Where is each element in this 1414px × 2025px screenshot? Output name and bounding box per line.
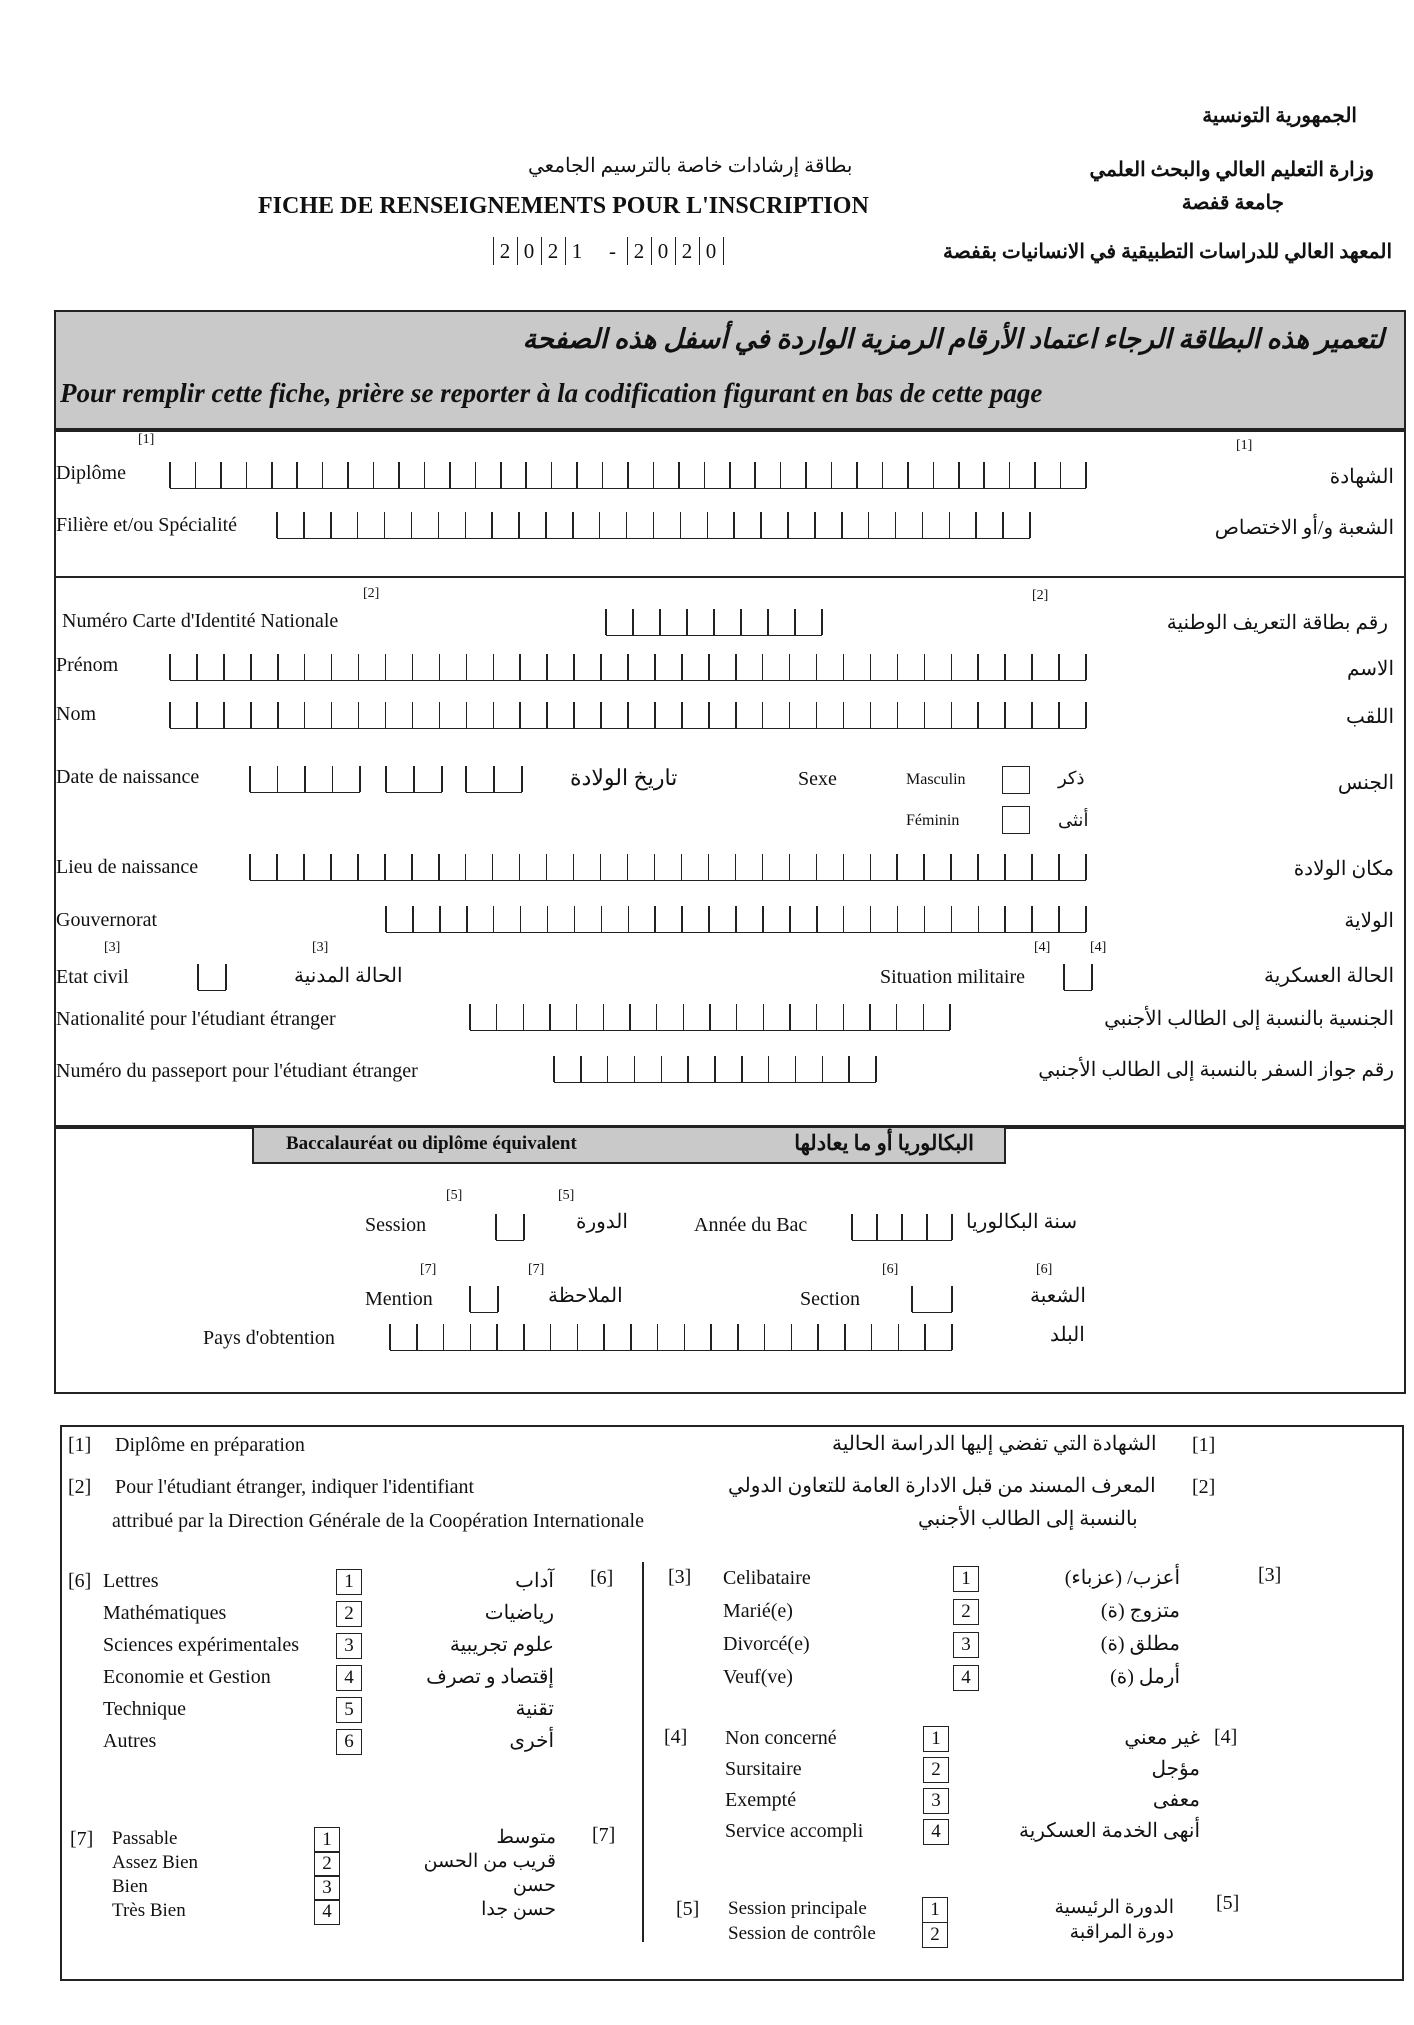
gouv-field[interactable] [386, 904, 1086, 933]
ref-marker: [5] [1216, 1892, 1240, 1914]
prenom-label-ar: الاسم [1346, 658, 1394, 680]
year-digit: 2 [493, 237, 516, 265]
ref-marker: [3] [668, 1566, 692, 1588]
academic-year [493, 237, 746, 267]
section-option-label-ar: آداب [515, 1570, 554, 1592]
lieu-label: Lieu de naissance [56, 856, 199, 878]
session-option-label: Session principale [728, 1898, 867, 1919]
section-option-label-ar: أخرى [509, 1730, 554, 1752]
session-option-code: 1 [922, 1897, 948, 1923]
filiere-label: Filière et/ou Spécialité [56, 514, 238, 536]
etat-civil-field[interactable] [198, 962, 226, 991]
cin-label: Numéro Carte d'Identité Nationale [62, 610, 339, 632]
ref-marker: [3] [104, 940, 121, 955]
section-option-label-ar: تقنية [515, 1698, 554, 1720]
civil-option-code: 4 [953, 1665, 979, 1691]
civil-option-label: Veuf(ve) [723, 1666, 793, 1688]
ref-marker: [2] [1032, 588, 1049, 603]
mention-option-label-ar: حسن [512, 1875, 556, 1896]
section-option-code: 6 [336, 1729, 362, 1755]
session-option-label-ar: الدورة الرئيسية [1054, 1897, 1174, 1918]
section-option-label-ar: علوم تجريبية [449, 1634, 554, 1656]
ref-marker: [7] [420, 1262, 437, 1277]
militaire-label-ar: الحالة العسكرية [1264, 965, 1394, 987]
section-option-code: 5 [336, 1697, 362, 1723]
prenom-field[interactable] [170, 652, 1086, 681]
section-option-label: Technique [103, 1698, 187, 1720]
ref-marker: [1] [1192, 1434, 1216, 1456]
bac-header-fr: Baccalauréat ou diplôme équivalent [286, 1133, 577, 1154]
section-option-code: 4 [336, 1665, 362, 1691]
sexe-label-ar: الجنس [1337, 772, 1394, 794]
mention-option-label: Passable [112, 1828, 178, 1849]
prenom-label: Prénom [56, 654, 119, 676]
session-option-label: Session de contrôle [728, 1923, 876, 1944]
passeport-label: Numéro du passeport pour l'étudiant étranger [56, 1060, 418, 1082]
session-label: Session [365, 1214, 427, 1236]
nationalite-field[interactable] [470, 1002, 950, 1031]
divider [54, 576, 1404, 578]
ref-marker: [7] [70, 1828, 94, 1850]
feminin-checkbox[interactable] [1002, 806, 1030, 834]
section-option-label: Lettres [103, 1570, 159, 1592]
institute-label: المعهد العالي للدراسات التطبيقية في الانسانيات بقفصة [943, 241, 1392, 263]
military-option-label: Non concerné [725, 1727, 837, 1749]
mention-option-code: 1 [314, 1827, 340, 1853]
mention-option-code: 2 [314, 1851, 340, 1877]
bac-section [54, 1125, 1406, 1394]
civil-option-label-ar: أعزب/ (عزباء) [1064, 1567, 1180, 1589]
diplome-field[interactable] [170, 460, 1086, 489]
section-option-label-ar: رياضيات [484, 1602, 554, 1624]
nom-label: Nom [56, 703, 96, 725]
year-digit: 0 [699, 237, 722, 265]
banner-ar: لتعمير هذه البطاقة الرجاء اعتماد الأرقام الرمزية الواردة في أسفل هذه الصفحة [522, 324, 1384, 354]
ref-marker: [1] [138, 432, 155, 447]
year-digit: 2 [541, 237, 564, 265]
year-separator: - [609, 239, 616, 263]
legend-2-fr-1: Pour l'étudiant étranger, indiquer l'identifiant [115, 1476, 475, 1498]
section-option-label: Economie et Gestion [103, 1666, 271, 1688]
section-option-label: Autres [103, 1730, 157, 1752]
annee-label-ar: سنة البكالوريا [966, 1211, 1078, 1233]
civil-option-code: 2 [953, 1599, 979, 1625]
mention-label: Mention [365, 1288, 433, 1310]
page-title: FICHE DE RENSEIGNEMENTS POUR L'INSCRIPTION [258, 193, 869, 219]
mention-label-ar: الملاحظة [548, 1285, 623, 1307]
section-field[interactable] [912, 1284, 952, 1313]
military-option-code: 2 [923, 1757, 949, 1783]
ref-marker: [2] [68, 1476, 92, 1498]
ref-marker: [3] [1258, 1564, 1282, 1586]
military-option-label: Sursitaire [725, 1758, 802, 1780]
section-option-label: Sciences expérimentales [103, 1634, 300, 1656]
ministry-label: وزارة التعليم العالي والبحث العلمي [1089, 159, 1374, 181]
mention-field[interactable] [470, 1284, 498, 1313]
civil-option-code: 1 [953, 1566, 979, 1592]
annee-field[interactable] [852, 1208, 952, 1241]
pays-field[interactable] [390, 1322, 952, 1351]
gouv-label-ar: الولاية [1344, 910, 1394, 932]
masculin-label: Masculin [906, 771, 966, 788]
mention-option-label: Bien [112, 1876, 148, 1897]
nom-label-ar: اللقب [1345, 706, 1394, 728]
military-option-code: 1 [923, 1726, 949, 1752]
gouv-label: Gouvernorat [56, 909, 158, 931]
diplome-label-ar: الشهادة [1329, 466, 1394, 488]
masculin-checkbox[interactable] [1002, 766, 1030, 794]
mention-option-code: 4 [314, 1899, 340, 1925]
mention-option-label: Très Bien [112, 1900, 186, 1921]
session-field[interactable] [496, 1208, 524, 1241]
ref-marker: [2] [363, 586, 380, 601]
legend-1-ar: الشهادة التي تفضي إليها الدراسة الحالية [832, 1433, 1157, 1455]
ref-marker: [6] [882, 1262, 899, 1277]
section-option-label-ar: إقتصاد و تصرف [426, 1666, 554, 1688]
military-option-label-ar: معفى [1152, 1789, 1200, 1811]
civil-option-label: Divorcé(e) [723, 1633, 810, 1655]
ref-marker: [6] [68, 1570, 92, 1592]
feminin-label: Féminin [906, 812, 960, 829]
section-option-code: 1 [336, 1569, 362, 1595]
lieu-label-ar: مكان الولادة [1293, 858, 1394, 880]
military-option-label-ar: مؤجل [1151, 1758, 1200, 1780]
bac-header [252, 1126, 1006, 1164]
legend-2-fr-2: attribué par la Direction Générale de la Coopération Internationale [112, 1510, 644, 1532]
passeport-field[interactable] [554, 1054, 876, 1083]
ref-marker: [5] [676, 1898, 700, 1920]
section-option-code: 3 [336, 1633, 362, 1659]
etat-civil-label-ar: الحالة المدنية [294, 965, 403, 987]
nationalite-label: Nationalité pour l'étudiant étranger [56, 1008, 336, 1030]
banner-fr: Pour remplir cette fiche, prière se reporter à la codification figurant en bas de cette page [60, 378, 1043, 408]
sexe-label: Sexe [798, 768, 837, 790]
civil-option-label-ar: متزوج (ة) [1100, 1600, 1180, 1622]
legend-1-fr: Diplôme en préparation [115, 1434, 305, 1456]
lieu-field[interactable] [250, 852, 1086, 881]
subtitle-ar: بطاقة إرشادات خاصة بالترسيم الجامعي [528, 155, 853, 177]
ref-marker: [4] [1090, 940, 1107, 955]
nationalite-label-ar: الجنسية بالنسبة إلى الطالب الأجنبي [1104, 1008, 1394, 1030]
cin-field[interactable] [606, 607, 822, 636]
filiere-field[interactable] [277, 510, 1030, 539]
ref-marker: [6] [1036, 1262, 1053, 1277]
section-option-code: 2 [336, 1601, 362, 1627]
bac-header-ar: البكالوريا أو ما يعادلها [794, 1131, 974, 1155]
cin-label-ar: رقم بطاقة التعريف الوطنية [1166, 612, 1388, 634]
militaire-label: Situation militaire [880, 966, 1025, 988]
session-label-ar: الدورة [576, 1211, 628, 1233]
dob-label: Date de naissance [56, 766, 200, 788]
ref-marker: [3] [312, 940, 329, 955]
military-option-code: 4 [923, 1819, 949, 1845]
civil-option-label-ar: مطلق (ة) [1100, 1633, 1180, 1655]
militaire-field[interactable] [1064, 962, 1092, 991]
year-digit: 0 [651, 237, 674, 265]
ref-marker: [7] [592, 1824, 616, 1846]
year-digit: 2 [627, 237, 650, 265]
ref-marker: [4] [1214, 1726, 1238, 1748]
session-option-label-ar: دورة المراقبة [1069, 1922, 1174, 1943]
civil-option-label-ar: أرمل (ة) [1110, 1666, 1180, 1688]
session-option-code: 2 [922, 1922, 948, 1948]
dob-day-field[interactable] [466, 764, 522, 793]
dob-month-field[interactable] [386, 764, 442, 793]
ref-marker: [7] [528, 1262, 545, 1277]
section-label: Section [800, 1288, 860, 1310]
nom-field[interactable] [170, 700, 1086, 729]
year-digit: 1 [565, 237, 588, 265]
ref-marker: [5] [446, 1188, 463, 1203]
pays-label-ar: البلد [1050, 1324, 1085, 1346]
filiere-label-ar: الشعبة و/أو الاختصاص [1214, 517, 1394, 539]
instructions-banner [54, 310, 1406, 432]
year-digit: 0 [517, 237, 540, 265]
pays-label: Pays d'obtention [203, 1327, 335, 1349]
civil-option-label: Celibataire [723, 1567, 811, 1589]
mention-option-label: Assez Bien [112, 1852, 199, 1873]
military-option-code: 3 [923, 1788, 949, 1814]
military-option-label-ar: غير معني [1124, 1727, 1200, 1749]
university-label: جامعة قفصة [1181, 192, 1284, 214]
dob-year-field[interactable] [250, 764, 360, 793]
dob-label-ar: تاريخ الولادة [570, 765, 678, 790]
masculin-label-ar: ذكر [1058, 768, 1085, 788]
ref-marker: [4] [1034, 940, 1051, 955]
diplome-label: Diplôme [56, 462, 126, 484]
annee-label: Année du Bac [694, 1214, 808, 1236]
civil-option-label: Marié(e) [723, 1600, 793, 1622]
military-option-label: Service accompli [725, 1820, 864, 1842]
etat-civil-label: Etat civil [56, 966, 129, 988]
section-label-ar: الشعبة [1030, 1285, 1086, 1307]
mention-option-label-ar: حسن جدا [481, 1899, 556, 1920]
civil-option-code: 3 [953, 1632, 979, 1658]
legend-2-ar-2: بالنسبة إلى الطالب الأجنبي [918, 1508, 1138, 1530]
mention-option-code: 3 [314, 1875, 340, 1901]
ref-marker: [1] [68, 1434, 92, 1456]
legend-2-ar-1: المعرف المسند من قبل الادارة العامة للتعاون الدولي [728, 1475, 1156, 1497]
ref-marker: [1] [1236, 438, 1253, 453]
ref-marker: [4] [664, 1726, 688, 1748]
mention-option-label-ar: متوسط [496, 1827, 556, 1848]
military-option-label: Exempté [725, 1789, 797, 1811]
republic-label: الجمهورية التونسية [1202, 105, 1357, 127]
ref-marker: [2] [1192, 1476, 1216, 1498]
military-option-label-ar: أنهى الخدمة العسكرية [1018, 1820, 1200, 1842]
ref-marker: [5] [558, 1188, 575, 1203]
year-digit: 2 [675, 237, 698, 265]
legend-divider [642, 1562, 644, 1942]
passeport-label-ar: رقم جواز السفر بالنسبة إلى الطالب الأجنبي [1038, 1059, 1394, 1081]
section-option-label: Mathématiques [103, 1602, 227, 1624]
ref-marker: [6] [590, 1567, 614, 1589]
mention-option-label-ar: قريب من الحسن [423, 1851, 556, 1872]
feminin-label-ar: أنثى [1058, 810, 1089, 830]
